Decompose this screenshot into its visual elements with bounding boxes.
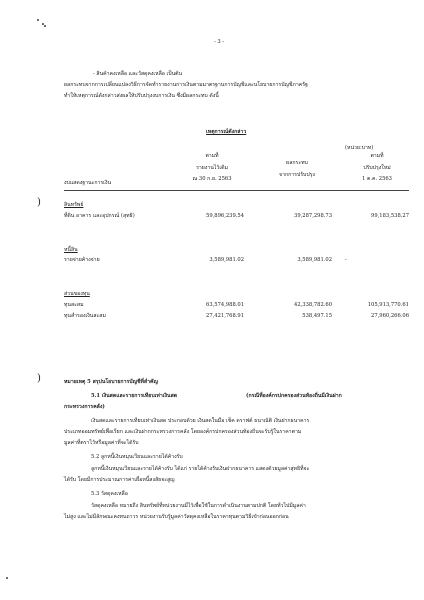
row-header-label: งบแสดงฐานะการเงิน [64,180,112,186]
column-header-1-line-1: ตามที่ [205,153,219,159]
cell-accrued-original: 3,589,981.02 [209,257,244,263]
scan-speck [6,577,8,579]
binder-mark: ) [37,197,41,208]
table-title: เหตุการณ์ดังกล่าว [206,129,247,135]
column-header-3-line-2: ปรับปรุงใหม่ [363,164,391,171]
cell-accrued-restated: - [345,257,347,263]
column-header-2 [262,160,332,178]
section-5-1-aside-2: กระทรวงการคลัง) [64,404,105,410]
column-header-1 [180,153,244,183]
column-header-2-line-1: ผลกระทบ [286,160,308,166]
intro-line-2: ทำให้เหตุการณ์ดังกล่าวส่งผลให้ปรับปรุงงบการเงิน ซึ่งมีผลกระทบ ดังนี้ [64,93,219,99]
para-5-2-line-1: ลูกหนี้เงินหมุนเวียนและรายได้ค้างรับ ได้แก่ รายได้ค้างรับเงินฝากธนาคาร แสดงด้วยมูลค่าสุทธิที่จะ [91,466,310,472]
intro-line-1: ผลกระทบจากการเปลี่ยนแปลงวิธีการจัดทำรายงานการเงินตามมาตรฐานการบัญชีและนโยบายการบัญชีภาครัฐ [64,82,308,88]
para-5-1-line-3: มูลค่าที่ตราไว้หรือมูลค่าที่จะได้รับ [64,440,139,446]
column-header-3-line-3: 1 ต.ค. 2563 [362,176,392,182]
cell-ppe-restated: 99,183,538.27 [371,213,409,219]
cell-reserve-restated: 27,960,266.06 [371,313,409,319]
column-header-1-line-2: รายงานไว้เดิม [196,164,228,171]
para-5-1-line-2: ประเภทออมทรัพย์เพื่อเรียก และเงินฝากกระทรวงการคลัง โดยองค์กรปกครองส่วนท้องถิ่นจะรับรู้ในราคาตาม [64,429,302,435]
page-number: - 3 - [214,39,225,45]
cell-reserve-original: 27,421,768.91 [206,313,244,319]
cell-reserve-effect: 538,497.15 [302,313,332,319]
binder-mark: ) [37,373,41,384]
section-5-3-title: 5.3 วัสดุคงเหลือ [91,491,128,497]
cell-ppe-original: 59,896,239.54 [206,213,244,219]
para-5-2-line-2: ได้รับ โดยมีการประมาณการค่าเผื่อหนี้สงสัยจะสูญ [64,477,175,483]
cell-accum-restated: 105,913,770.61 [367,302,409,308]
scan-speck [44,25,46,27]
row-label-accum: ทุนสะสม [64,302,84,308]
para-5-3-line-1: วัสดุคงเหลือ หมายถึง สินทรัพย์ที่หน่วยงานมีไว้เพื่อใช้ในการดำเนินงานตามปกติ โดยทั่วไปมีมูลค่า [91,503,306,509]
para-5-3-line-2: ไม่สูง และไม่มีลักษณะคงทนถาวร หน่วยงานรับรู้มูลค่าวัสดุคงเหลือในราคาทุนตามวิธีเข้าก่อนออกก่อน [64,514,289,520]
scan-speck [37,19,39,21]
column-header-2-line-2: จากการปรับปรุง [279,171,315,178]
cell-accrued-effect: 3,589,981.02 [297,257,332,263]
header-underline [64,190,409,191]
column-header-3 [345,153,409,183]
cell-accum-original: 63,574,988.01 [206,302,244,308]
table-unit: (หน่วย:บาท) [345,145,374,151]
section-heading-assets: สินทรัพย์ [64,202,84,208]
cell-accum-effect: 42,338,782.60 [294,302,332,308]
section-heading-equity: ส่วนของทุน [64,291,90,297]
section-5-1-aside: (กรณีที่องค์กรปกครองส่วนท้องถิ่นมีเงินฝาก [246,393,342,399]
row-label-ppe: ที่ดิน อาคาร และอุปกรณ์ (สุทธิ) [64,213,135,219]
intro-bullet: - สินค้าคงเหลือ และวัสดุคงเหลือ เป็นต้น [93,71,183,77]
column-header-3-line-1: ตามที่ [370,153,384,159]
cell-ppe-effect: 39,287,298.73 [294,213,332,219]
column-header-1-line-3: ณ 30 ก.ย. 2563 [192,176,232,182]
section-heading-liabilities: หนี้สิน [64,247,78,253]
section-5-1-title: 5.1 เงินสดและรายการเทียบเท่าเงินสด [91,393,178,399]
para-5-1-line-1: เงินสดและรายการเทียบเท่าเงินสด ประกอบด้วย เงินสดในมือ เช็ค ดราฟต์ ธนาณัติ เงินฝากธนาคาร [91,418,310,424]
row-label-reserve: ทุนสำรองเงินสะสม [64,313,106,319]
row-label-accrued: รายจ่ายค้างจ่าย [64,257,100,263]
section-5-2-title: 5.2 ลูกหนี้เงินหมุนเวียนและรายได้ค้างรับ [91,454,183,460]
note-heading: หมายเหตุ 5 สรุปนโยบายการบัญชีที่สำคัญ [64,379,158,385]
